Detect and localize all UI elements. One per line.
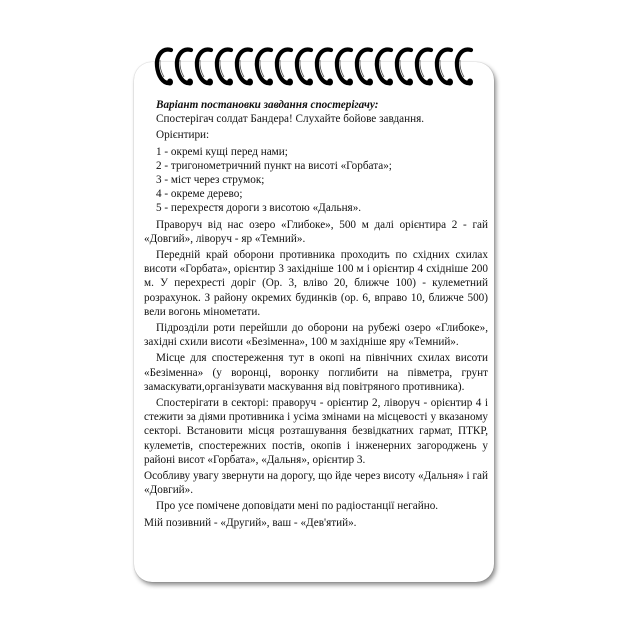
paragraph-enemy: Передній край оборони противника проходить по східних схилах висоти «Горбата», орієнтир 3 західніше 100 м і орієнтир 4 східніше 200 м. У перехресті доріг (Ор. 3, вліво 20, ближче 100) - кулеметний розрахунок. З району окремих будинків (ор. 6, вправо 10, ближче 500) вели вогонь мінометати.: [144, 249, 488, 318]
landmark-item: 4 - окреме дерево;: [156, 188, 243, 201]
paragraph-callsigns: Мій позивний - «Другий», ваш - «Дев'ятий».: [144, 516, 357, 529]
landmark-item: 1 - окремі кущі перед нами;: [156, 145, 288, 158]
landmark-item: 3 - міст через струмок;: [156, 174, 265, 187]
landmarks-title: Орієнтири:: [156, 129, 210, 142]
task-heading: Варіант постановки завдання спостерігачу:: [156, 99, 379, 111]
paragraph-attention: Особливу увагу звернути на дорогу, що йде через висоту «Дальня» і гай «Довгий».: [144, 470, 488, 497]
landmark-item: 5 - перехрестя дороги з висотою «Дальня».: [156, 202, 362, 215]
landmark-item: 2 - тригонометричний пункт на висоті «Горбата»;: [156, 159, 392, 172]
landmarks-list: [144, 145, 488, 216]
paragraph-sector: Спостерігати в секторі: праворуч - орієнтир 2, ліворуч - орієнтир 4 і стежити за діями противника і усіма змінами на місцевості у вказаному секторі. Встановити місця розташування безвідкатних гармат, ПТКР, кулеметів, спостережних постів, окопів і інженерних загороджень у районі висот «Горбата», «Дальня», орієнтир 3.: [144, 397, 488, 466]
paragraph-observation-post: Місце для спостереження тут в окопі на північних схилах висоти «Безіменна» (у воронці, воронку поглибити на півметра, грунт замаскувати,організувати маскування від повітряного противника).: [144, 352, 488, 393]
address-line: Спостерігач солдат Бандера! Слухайте бойове завдання.: [156, 113, 425, 126]
task-text: [144, 98, 488, 532]
paragraph-report: Про усе помічене доповідати мені по радіостанції негайно.: [156, 500, 439, 513]
paragraph-terrain: Праворуч від нас озеро «Глибоке», 500 м далі орієнтира 2 - гай «Довгий», ліворуч - яр «Темний».: [144, 218, 488, 245]
paragraph-defense: Підрозділи роти перейшли до оборони на рубежі озеро «Глибоке», західні схили висоти «Безіменна», 100 м західніше яру «Темний».: [144, 322, 488, 349]
